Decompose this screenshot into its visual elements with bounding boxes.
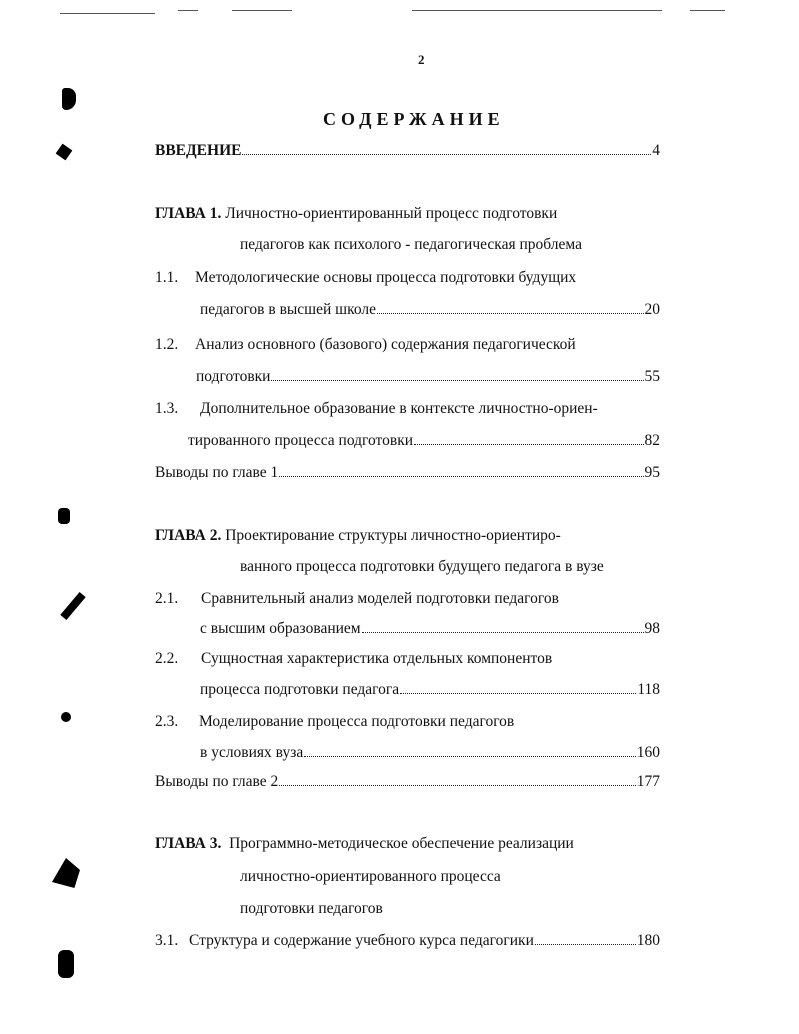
section-title: педагогов в высшей школе xyxy=(200,301,377,318)
section-1-1 xyxy=(155,268,576,288)
section-title: Анализ основного (базового) содержания педагогической xyxy=(195,336,576,353)
conclusions-label: Выводы по главе 1 xyxy=(155,464,279,481)
scan-artifact-line xyxy=(60,13,155,14)
section-title: тированного процесса подготовки xyxy=(188,432,414,449)
leader-dots xyxy=(304,743,636,757)
section-2-3-cont xyxy=(200,743,660,763)
chapter-1-heading-cont xyxy=(240,235,582,255)
section-2-3 xyxy=(155,712,514,732)
chapter-3-heading-cont-2 xyxy=(240,899,383,919)
chapter-title: Программно-методическое обеспечение реализации xyxy=(229,835,574,852)
entry-page: 95 xyxy=(644,464,660,481)
section-title: Сущностная характеристика отдельных компонентов xyxy=(201,650,553,667)
chapter-title: подготовки педагогов xyxy=(240,900,383,917)
entry-page: 98 xyxy=(644,620,660,637)
entry-page: 180 xyxy=(636,932,660,949)
chapter-3-heading xyxy=(155,834,574,854)
chapter-1-heading xyxy=(155,204,557,224)
page-number: 2 xyxy=(418,52,425,67)
section-title: Структура и содержание учебного курса педагогики xyxy=(189,932,534,949)
section-title: процесса подготовки педагога xyxy=(200,681,400,698)
section-1-2-cont xyxy=(196,367,660,387)
scan-blot xyxy=(56,144,73,161)
leader-dots xyxy=(377,300,643,314)
section-title: Дополнительное образование в контексте личностно-ориен- xyxy=(200,400,598,417)
entry-page: 55 xyxy=(644,368,660,385)
section-number: 2.3. xyxy=(155,713,179,730)
entry-page: 177 xyxy=(636,773,660,790)
scan-artifact-line xyxy=(178,10,198,11)
chapter-2-heading-cont xyxy=(240,557,604,577)
section-title: подготовки xyxy=(196,368,271,385)
leader-dots xyxy=(535,931,636,945)
chapter-title: ванного процесса подготовки будущего педагога в вузе xyxy=(240,558,604,575)
entry-page: 118 xyxy=(637,681,660,698)
section-number: 2.2. xyxy=(155,650,179,667)
scan-blot xyxy=(58,508,70,524)
section-3-1 xyxy=(155,931,660,951)
section-number: 1.1. xyxy=(155,269,179,286)
section-1-3-cont xyxy=(188,431,660,451)
section-number: 2.1. xyxy=(155,590,179,607)
leader-dots xyxy=(362,619,644,633)
toc-entry-introduction xyxy=(155,141,660,161)
section-1-3 xyxy=(155,399,598,419)
chapter-title: Личностно-ориентированный процесс подготовки xyxy=(225,205,558,222)
chapter-1-conclusions xyxy=(155,463,660,483)
section-title: Моделирование процесса подготовки педагогов xyxy=(199,713,515,730)
section-2-2-cont xyxy=(200,680,660,700)
leader-dots xyxy=(414,431,643,445)
entry-page: 20 xyxy=(644,301,660,318)
conclusions-label: Выводы по главе 2 xyxy=(155,773,279,790)
chapter-label: ГЛАВА 1. xyxy=(155,205,222,222)
chapter-label: ГЛАВА 3. xyxy=(155,835,222,852)
entry-page: 4 xyxy=(652,142,660,159)
section-number: 1.2. xyxy=(155,336,179,353)
chapter-3-heading-cont xyxy=(240,867,501,887)
chapter-title: педагогов как психолого - педагогическая проблема xyxy=(240,236,582,253)
chapter-2-heading xyxy=(155,526,561,546)
leader-dots xyxy=(400,680,636,694)
leader-dots xyxy=(279,463,643,477)
scan-blot xyxy=(52,858,80,888)
section-title: с высшим образованием xyxy=(200,620,361,637)
leader-dots xyxy=(279,772,635,786)
section-1-2 xyxy=(155,335,576,355)
section-number: 1.3. xyxy=(155,400,179,417)
section-title: Методологические основы процесса подготовки будущих xyxy=(195,269,577,286)
toc-title: СОДЕРЖАНИЕ xyxy=(323,109,505,129)
scan-blot xyxy=(60,592,85,620)
section-1-1-cont xyxy=(200,300,660,320)
section-2-1-cont xyxy=(200,619,660,639)
section-title: Сравнительный анализ моделей подготовки педагогов xyxy=(201,590,559,607)
scan-blot xyxy=(61,712,71,722)
scan-blot xyxy=(58,950,74,978)
leader-dots xyxy=(242,141,651,155)
chapter-label: ГЛАВА 2. xyxy=(155,527,222,544)
section-2-2 xyxy=(155,649,552,669)
section-2-1 xyxy=(155,589,559,609)
scan-artifact-line xyxy=(412,10,662,11)
scan-artifact-line xyxy=(232,10,292,11)
section-number: 3.1. xyxy=(155,932,179,949)
chapter-title: личностно-ориентированного процесса xyxy=(240,868,501,885)
entry-page: 82 xyxy=(644,432,660,449)
section-title: в условиях вуза xyxy=(200,744,304,761)
entry-label: ВВЕДЕНИЕ xyxy=(155,142,242,159)
entry-page: 160 xyxy=(636,744,660,761)
scan-artifact-line xyxy=(690,10,725,11)
chapter-title: Проектирование структуры личностно-ориентиро- xyxy=(225,527,561,544)
leader-dots xyxy=(271,367,643,381)
chapter-2-conclusions xyxy=(155,772,660,792)
scan-blot xyxy=(62,88,76,110)
